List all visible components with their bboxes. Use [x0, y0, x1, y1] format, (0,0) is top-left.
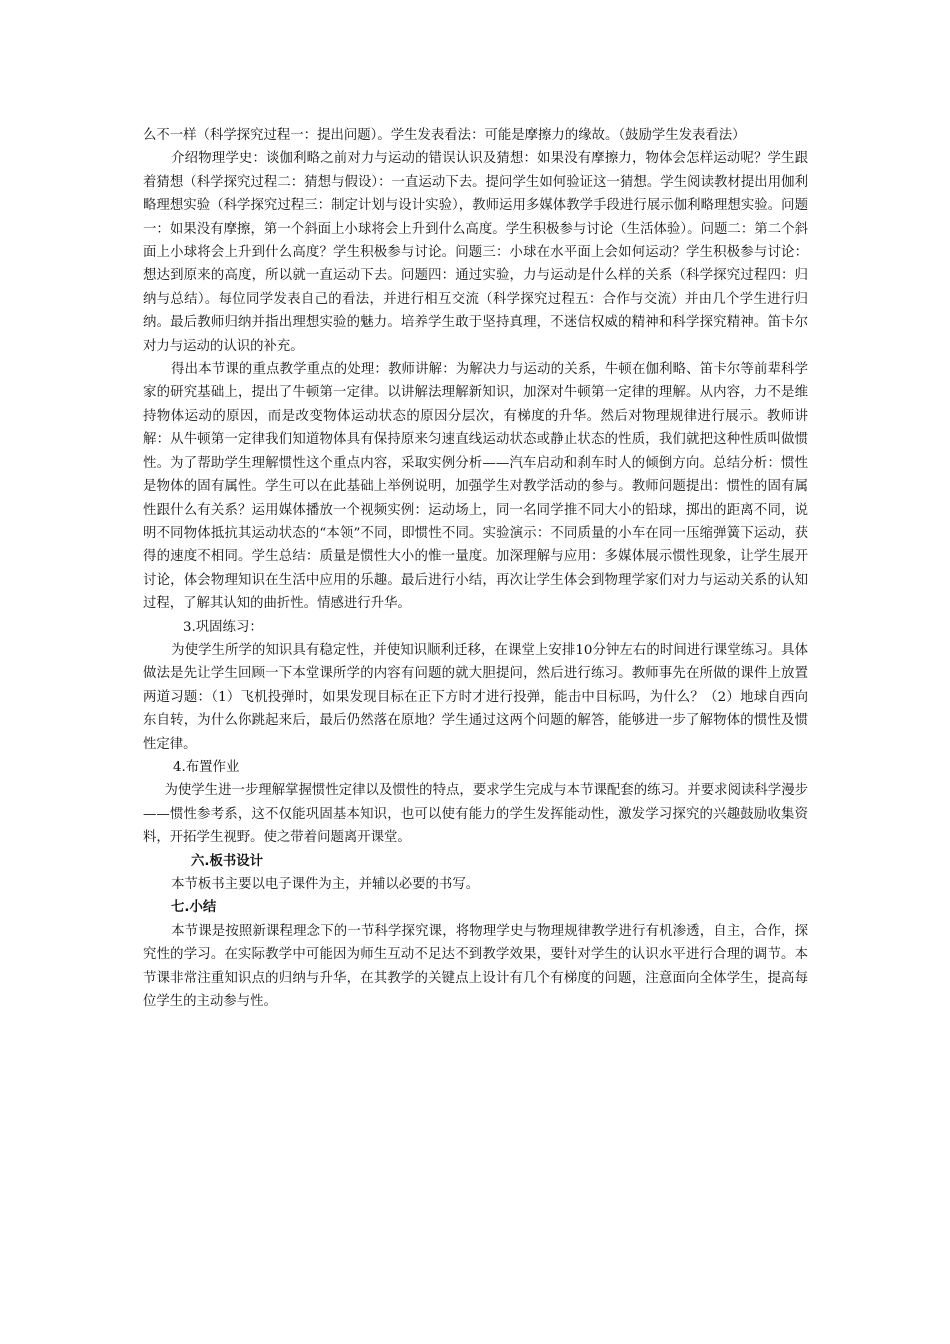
- paragraph-homework: 为使学生进一步理解掌握惯性定律以及惯性的特点，要求学生完成与本节课配套的练习。并要求阅读科学漫步——惯性参考系，这不仅能巩固基本知识，也可以使有能力的学生发挥能动性，激发学习探究的兴趣鼓励收集资料，开拓学生视野。使之带着问题离开课堂。: [143, 783, 808, 846]
- paragraph-key-points: 得出本节课的重点教学重点的处理：教师讲解：为解决力与运动的关系，牛顿在伽利略、笛卡尔等前辈科学家的研究基础上，提出了牛顿第一定律。以讲解法理解新知识，加深对牛顿第一定律的理解。从内容，力不是维持物体运动的原因，而是改变物体运动状态的原因分层次，有梯度的升华。然后对物理规律进行展示。教师讲解：从牛顿第一定律我们知道物体具有保持原来匀速直线运动状态或静止状态的性质，我们就把这种性质叫做惯性。为了帮助学生理解惯性这个重点内容，采取实例分析——汽车启动和刹车时人的倾倒方向。总结分析：惯性是物体的固有属性。学生可以在此基础上举例说明，加强学生对教学活动的参与。教师问题提出：惯性的固有属性跟什么有关系？运用媒体播放一个视频实例：运动场上，同一名同学推不同大小的铅球，掷出的距离不同，说明不同物体抵抗其运动状态的“本领”不同，即惯性不同。实验演示：不同质量的小车在同一压缩弹簧下运动，获得的速度不相同。学生总结：质量是惯性大小的惟一量度。加深理解与应用：多媒体展示惯性现象，让学生展开讨论，体会物理知识在生活中应用的乐趣。最后进行小结，再次让学生体会到物理学家们对力与运动关系的认知过程，了解其认知的曲折性。情感进行升华。: [143, 362, 808, 612]
- paragraph-board-design: 本节板书主要以电子课件为主，并辅以必要的书写。: [171, 877, 480, 892]
- paragraph-summary: 本节课是按照新课程理念下的一节科学探究课，将物理学史与物理规律教学进行有机渗透，自主，合作，探究性的学习。在实际教学中可能因为师生互动不足达不到教学效果，要针对学生的认识水平进行合理的调节。本节课非常注重知识点的归纳与升华，在其教学的关键点上设计有几个有梯度的问题，注意面向全体学生，提高每位学生的主动参与性。: [143, 923, 808, 1010]
- section-item-4: 4.布置作业: [173, 759, 240, 775]
- heading-board-design: 六.板书设计: [191, 853, 264, 869]
- heading-summary: 七.小结: [171, 900, 217, 916]
- document-page: [143, 124, 808, 1013]
- paragraph-practice: 为使学生所学的知识具有稳定性，并使知识顺利迁移，在课堂上安排10分钟左右的时间进行课堂练习。具体做法是先让学生回顾一下本堂课所学的内容有问题的就大胆提问，然后进行练习。教师事先在所做的课件上放置两道习题：（1）飞机投弹时，如果发现目标在正下方时才进行投弹，能击中目标吗，为什么？（2）地球自西向东自转，为什么你跳起来后，最后仍然落在原地？学生通过这两个问题的解答，能够进一步了解物体的惯性及惯性定律。: [143, 642, 808, 752]
- paragraph-physics-history: 介绍物理学史：谈伽利略之前对力与运动的错误认识及猜想：如果没有摩擦力，物体会怎样运动呢？学生跟着猜想（科学探究过程二：猜想与假设）：一直运动下去。提问学生如何验证这一猜想。学生阅读教材提出用伽利略理想实验（科学探究过程三：制定计划与设计实验），教师运用多媒体教学手段进行展示伽利略理想实验。问题一：如果没有摩擦，第一个斜面上小球将会上升到什么高度。学生积极参与讨论（生活体验）。问题二：第二个斜面上小球将会上升到什么高度？学生积极参与讨论。问题三：小球在水平面上会如何运动？学生积极参与讨论：想达到原来的高度，所以就一直运动下去。问题四：通过实验，力与运动是什么样的关系（科学探究过程四：归纳与总结）。每位同学发表自己的看法，并进行相互交流（科学探究过程五：合作与交流）并由几个学生进行归纳。最后教师归纳并指出理想实验的魅力。培养学生敢于坚持真理，不迷信权威的精神和科学探究精神。笛卡尔对力与运动的认识的补充。: [143, 151, 808, 354]
- paragraph-continuation: 么不一样（科学探究过程一：提出问题）。学生发表看法：可能是摩擦力的缘故。（鼓励学生发表看法）: [143, 128, 746, 143]
- section-item-3: 3.巩固练习：: [183, 619, 263, 635]
